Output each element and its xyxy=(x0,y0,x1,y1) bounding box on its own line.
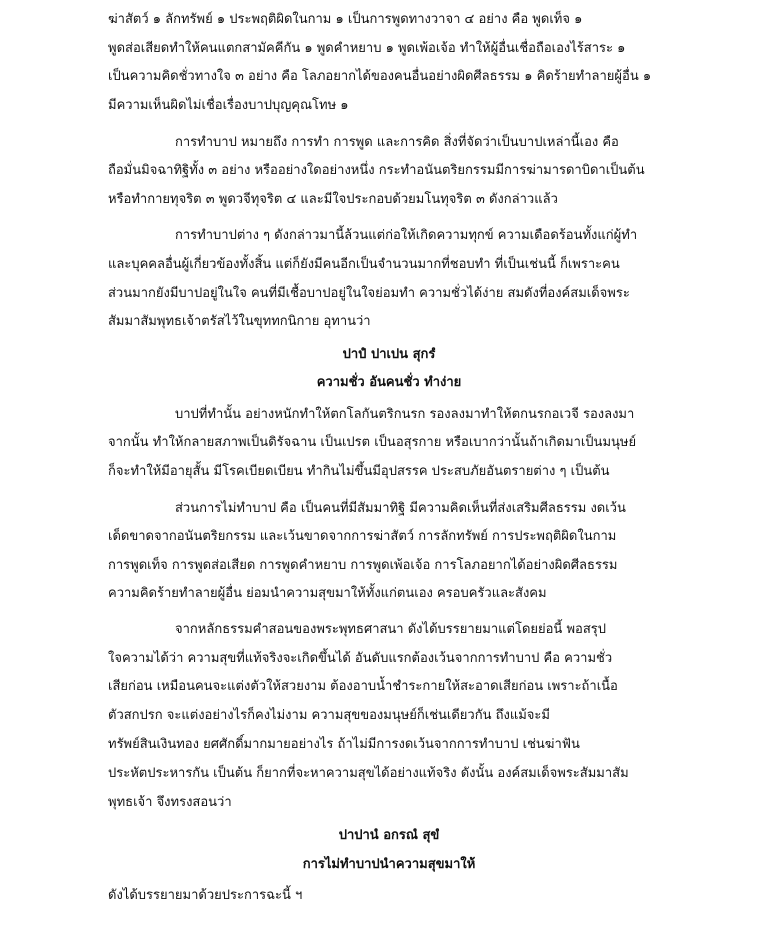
paragraph-first-line: การทำบาป หมายถึง การทำ การพูด และการคิด สิ่งที่จัดว่าเป็นบาปเหล่านี้เอง คือ xyxy=(175,135,619,150)
text-line: ถือมั่นมิจฉาทิฐิทั้ง ๓ อย่าง หรืออย่างใดอย่างหนึ่ง กระทำอนันตริยกรรมมีการฆ่ามารดาบิดาเป็นต้น xyxy=(108,163,645,178)
text-line: ก็จะทำให้มีอายุสั้น มีโรคเบียดเบียน ทำกินไม่ขึ้นมีอุปสรรค ประสบภัยอันตรายต่าง ๆ เป็นต้น xyxy=(108,464,610,479)
text-line: และบุคคลอื่นผู้เกี่ยวข้องทั้งสิ้น แต่ก็ยังมีคนอีกเป็นจำนวนมากที่ชอบทำ ที่เป็นเช่นนี้ ก็เพราะคน xyxy=(108,257,620,272)
paragraph-first-line: บาปที่ทำนั้น อย่างหนักทำให้ตกโลกันตริกนรก รองลงมาทำให้ตกนรกอเวจี รองลงมา xyxy=(175,407,635,422)
text-line: ประหัตประหารกัน เป็นต้น ก็ยากที่จะหาความสุขได้อย่างแท้จริง ดังนั้น องค์สมเด็จพระสัมมาสัม xyxy=(108,766,629,781)
paragraph-first-line: จากหลักธรรมคำสอนของพระพุทธศาสนา ดังได้บรรยายมาแต่โดยย่อนี้ พอสรุป xyxy=(175,622,606,637)
text-line: หรือทำกายทุจริต ๓ พูดวจีทุจริต ๔ และมีใจประกอบด้วยมโนทุจริต ๓ ดังกล่าวแล้ว xyxy=(108,192,558,207)
text-line: เด็ดขาดจากอนันตริยกรรม และเว้นขาดจากการฆ่าสัตว์ การลักทรัพย์ การประพฤติผิดในกาม xyxy=(108,529,617,544)
text-line: สัมมาสัมพุทธเจ้าตรัสไว้ในขุททกนิกาย อุทานว่า xyxy=(108,314,371,329)
pali-verse-heading: ปาปานํ อกรณํ สุขํ xyxy=(338,828,440,843)
text-line: จากนั้น ทำให้กลายสภาพเป็นดิรัจฉาน เป็นเปรต เป็นอสุรกาย หรือเบากว่านั้นถ้าเกิดมาเป็นมนุษย์ xyxy=(108,435,637,450)
text-line: การพูดเท็จ การพูดส่อเสียด การพูดคำหยาบ การพูดเพ้อเจ้อ การโลภอยากได้อย่างผิดศีลธรรม xyxy=(108,558,618,573)
text-line: ทรัพย์สินเงินทอง ยศศักดิ์มากมายอย่างไร ถ้าไม่มีการงดเว้นจากการทำบาป เช่นฆ่าฟัน xyxy=(108,737,580,752)
verse-translation-heading: การไม่ทำบาปนำความสุขมาให้ xyxy=(302,857,476,872)
text-line: ตัวสกปรก จะแต่งอย่างไรก็คงไม่งาม ความสุขของมนุษย์ก็เช่นเดียวกัน ถึงแม้จะมี xyxy=(108,708,550,723)
text-line: ใจความได้ว่า ความสุขที่แท้จริงจะเกิดขึ้นได้ อันดับแรกต้องเว้นจากการทำบาป คือ ความชั่ว xyxy=(108,651,613,666)
text-line: เป็นความคิดชั่วทางใจ ๓ อย่าง คือ โลภอยากได้ของคนอื่นอย่างผิดศีลธรรม ๑ คิดร้ายทำลายผู้อื่น ๑ xyxy=(108,69,652,84)
verse-translation-heading: ความชั่ว อันคนชั่ว ทำง่าย xyxy=(316,375,462,390)
text-line: เสียก่อน เหมือนคนจะแต่งตัวให้สวยงาม ต้องอาบน้ำชำระกายให้สะอาดเสียก่อน เพราะถ้าเนื้อ xyxy=(108,679,618,694)
pali-verse-heading: ปาปํ ปาเปน สุกรํ xyxy=(342,347,436,362)
text-line: ความคิดร้ายทำลายผู้อื่น ย่อมนำความสุขมาให้ทั้งแก่ตนเอง ครอบครัวและสังคม xyxy=(108,586,547,601)
paragraph-first-line: ส่วนการไม่ทำบาป คือ เป็นคนที่มีสัมมาทิฐิ มีความคิดเห็นที่ส่งเสริมศีลธรรม งดเว้น xyxy=(175,501,626,516)
text-line: พุทธเจ้า จึงทรงสอนว่า xyxy=(108,795,232,810)
text-line: มีความเห็นผิดไม่เชื่อเรื่องบาปบุญคุณโทษ ๑ xyxy=(108,98,349,113)
closing-line: ดังได้บรรยายมาด้วยประการฉะนี้ ฯ xyxy=(108,888,303,903)
text-line: ส่วนมากยังมีบาปอยู่ในใจ คนที่มีเชื้อบาปอยู่ในใจย่อมทำ ความชั่วได้ง่าย สมดังที่องค์สมเด็จพระ xyxy=(108,286,630,301)
text-line: ฆ่าสัตว์ ๑ ลักทรัพย์ ๑ ประพฤติผิดในกาม ๑ เป็นการพูดทางวาจา ๔ อย่าง คือ พูดเท็จ ๑ xyxy=(108,12,583,27)
text-line: พูดส่อเสียดทำให้คนแตกสามัคคีกัน ๑ พูดคำหยาบ ๑ พูดเพ้อเจ้อ ทำให้ผู้อื่นเชื่อถือเองไร้สาระ ๑ xyxy=(108,41,626,56)
paragraph-first-line: การทำบาปต่าง ๆ ดังกล่าวมานี้ล้วนแต่ก่อให้เกิดความทุกข์ ความเดือดร้อนทั้งแก่ผู้ทำ xyxy=(175,228,638,243)
